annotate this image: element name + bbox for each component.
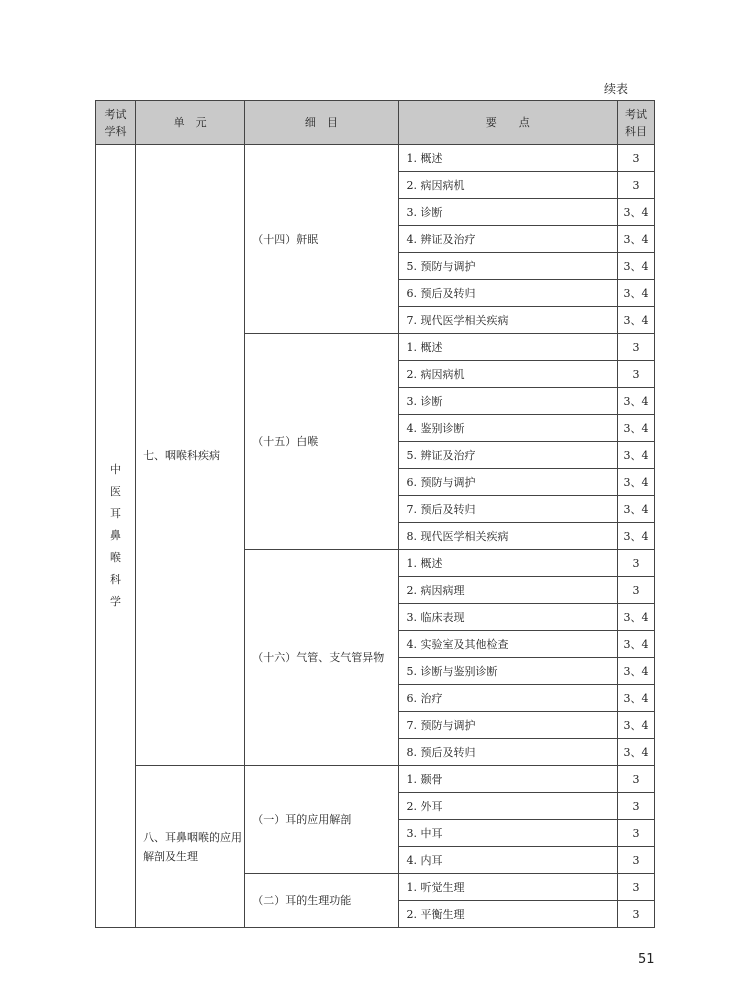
exam-subject-cell: 3、4 (617, 226, 654, 253)
point-cell: 6. 预防与调护 (398, 469, 617, 496)
point-cell: 4. 鉴别诊断 (398, 415, 617, 442)
exam-subject-cell: 3 (617, 793, 654, 820)
exam-subject-cell: 3、4 (617, 415, 654, 442)
point-cell: 2. 外耳 (398, 793, 617, 820)
point-cell: 1. 听觉生理 (398, 874, 617, 901)
continued-label: 续表 (604, 82, 629, 96)
header-subject: 考试 学科 (96, 101, 136, 145)
exam-subject-cell: 3 (617, 550, 654, 577)
point-cell: 3. 诊断 (398, 199, 617, 226)
exam-subject-cell: 3、4 (617, 631, 654, 658)
table-row (96, 766, 655, 793)
syllabus-table (95, 100, 655, 928)
point-cell: 6. 预后及转归 (398, 280, 617, 307)
item-foreign-body: （十六）气管、支气管异物 (245, 550, 398, 766)
point-cell: 3. 中耳 (398, 820, 617, 847)
exam-subject-cell: 3 (617, 145, 654, 172)
exam-subject-cell: 3、4 (617, 199, 654, 226)
point-cell: 1. 颞骨 (398, 766, 617, 793)
point-cell: 5. 诊断与鉴别诊断 (398, 658, 617, 685)
exam-subject-cell: 3、4 (617, 496, 654, 523)
table-header-row (96, 101, 655, 145)
point-cell: 7. 预防与调护 (398, 712, 617, 739)
exam-subject-cell: 3 (617, 361, 654, 388)
subject-name (96, 459, 135, 613)
point-cell: 4. 内耳 (398, 847, 617, 874)
exam-subject-cell: 3、4 (617, 604, 654, 631)
exam-subject-cell: 3、4 (617, 658, 654, 685)
point-cell: 7. 预后及转归 (398, 496, 617, 523)
point-cell: 4. 辨证及治疗 (398, 226, 617, 253)
unit-ear-anatomy: 八、耳鼻咽喉的应用解剖及生理 (136, 766, 245, 928)
point-cell: 5. 预防与调护 (398, 253, 617, 280)
point-cell: 3. 诊断 (398, 388, 617, 415)
exam-subject-cell: 3、4 (617, 712, 654, 739)
exam-subject-cell: 3 (617, 577, 654, 604)
item-ear-anatomy: （一）耳的应用解剖 (245, 766, 398, 874)
subject-char: 耳 (110, 507, 122, 520)
exam-subject-cell: 3 (617, 820, 654, 847)
point-cell: 2. 平衡生理 (398, 901, 617, 928)
header-item: 细 目 (245, 101, 398, 145)
subject-char: 鼻 (110, 529, 122, 542)
subject-char: 医 (110, 485, 122, 498)
exam-subject-cell: 3、4 (617, 253, 654, 280)
exam-subject-cell: 3、4 (617, 307, 654, 334)
point-cell: 1. 概述 (398, 334, 617, 361)
point-cell: 5. 辨证及治疗 (398, 442, 617, 469)
point-cell: 2. 病因病理 (398, 577, 617, 604)
subject-char: 科 (110, 573, 122, 586)
exam-subject-cell: 3 (617, 766, 654, 793)
header-exam-subject: 考试 科目 (617, 101, 654, 145)
exam-subject-cell: 3 (617, 874, 654, 901)
item-diphtheria: （十五）白喉 (245, 334, 398, 550)
exam-subject-cell: 3、4 (617, 523, 654, 550)
point-cell: 6. 治疗 (398, 685, 617, 712)
subject-char: 学 (110, 595, 122, 608)
exam-subject-cell: 3 (617, 334, 654, 361)
exam-subject-cell: 3 (617, 847, 654, 874)
point-cell: 1. 概述 (398, 145, 617, 172)
exam-subject-cell: 3、4 (617, 388, 654, 415)
subject-cell (96, 145, 136, 928)
point-cell: 4. 实验室及其他检查 (398, 631, 617, 658)
point-cell: 7. 现代医学相关疾病 (398, 307, 617, 334)
exam-subject-cell: 3、4 (617, 280, 654, 307)
point-cell: 8. 预后及转归 (398, 739, 617, 766)
point-cell: 1. 概述 (398, 550, 617, 577)
item-snoring: （十四）鼾眠 (245, 145, 398, 334)
point-cell: 2. 病因病机 (398, 361, 617, 388)
exam-subject-cell: 3 (617, 172, 654, 199)
subject-char: 喉 (110, 551, 122, 564)
header-unit: 单 元 (136, 101, 245, 145)
exam-subject-cell: 3、4 (617, 739, 654, 766)
unit-throat-diseases: 七、咽喉科疾病 (136, 145, 245, 766)
point-cell: 2. 病因病机 (398, 172, 617, 199)
exam-subject-cell: 3、4 (617, 442, 654, 469)
point-cell: 3. 临床表现 (398, 604, 617, 631)
subject-char: 中 (110, 463, 122, 476)
exam-subject-cell: 3、4 (617, 685, 654, 712)
table-row (96, 145, 655, 172)
exam-subject-cell: 3、4 (617, 469, 654, 496)
page-number: 51 (638, 952, 655, 967)
exam-subject-cell: 3 (617, 901, 654, 928)
header-point: 要 点 (398, 101, 617, 145)
item-ear-physiology: （二）耳的生理功能 (245, 874, 398, 928)
point-cell: 8. 现代医学相关疾病 (398, 523, 617, 550)
